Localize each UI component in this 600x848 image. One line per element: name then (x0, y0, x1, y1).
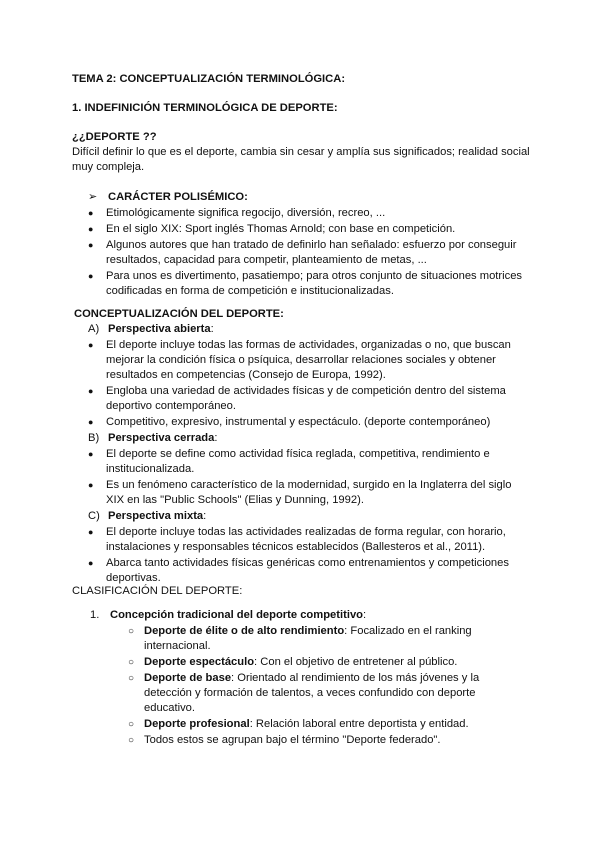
concept-heading: CONCEPTUALIZACIÓN DEL DEPORTE: (74, 308, 284, 320)
list-item: ● El deporte incluye todas las actividades realizadas de forma regular, con horario, instalaciones y responsables técnicos establecidos (Ballesteros et al., 2011). (88, 526, 506, 553)
polysemic-heading-row (88, 190, 526, 205)
perspective-c-list (88, 525, 526, 586)
classification-sublist (128, 624, 528, 749)
polysemic-heading: CARÁCTER POLISÉMICO: (108, 191, 248, 203)
polysemic-section (88, 190, 526, 300)
bullet-icon: ● (88, 449, 94, 459)
list-item: ● Abarca tanto actividades físicas genéricas como entrenamientos y competiciones deportivas. (88, 557, 509, 584)
bullet-icon: ● (88, 224, 94, 234)
classification-item-1: 1. Concepción tradicional del deporte competitivo: (90, 609, 367, 621)
list-item: ● Competitivo, expresivo, instrumental y espectáculo. (deporte contemporáneo) (88, 416, 491, 428)
bullet-icon: ● (88, 417, 94, 427)
perspective-a-heading: A) Perspectiva abierta: (88, 323, 214, 335)
perspective-b-heading: B) Perspectiva cerrada: (88, 432, 218, 444)
question-text: Difícil definir lo que es el deporte, cambia sin cesar y amplía sus significados; realidad social muy compleja. (72, 146, 530, 173)
bullet-icon: ● (88, 271, 94, 281)
list-item: ● Es un fenómeno característico de la modernidad, surgido en la Inglaterra del siglo XIX en las "Public Schools" (Elias y Dunning, 1992). (88, 479, 512, 506)
perspectives-section (88, 322, 526, 587)
arrow-bullet-icon: ➢ (88, 191, 98, 203)
list-item: ○ Deporte de élite o de alto rendimiento: Focalizado en el ranking internacional. (128, 625, 472, 652)
list-item: ● Para unos es divertimento, pasatiempo; para otros conjunto de situaciones motrices codificadas en forma de competición e institucionalizadas. (88, 270, 523, 297)
list-item: ○ Deporte profesional: Relación laboral entre deportista y entidad. (128, 718, 469, 730)
list-item: ● El deporte incluye todas las formas de actividades, organizadas o no, que buscan mejorar la condición física o psíquica, desarrollar relaciones sociales y obtener resultados en competencias (Consejo de Europa, 1992). (88, 339, 511, 381)
list-item: ○ Deporte espectáculo: Con el objetivo de entretener al público. (128, 656, 458, 668)
list-item: ● Algunos autores que han tratado de definirlo han señalado: esfuerzo por conseguir resultados, capacidad para competir, planteamiento de metas, ... (88, 239, 517, 266)
bullet-icon: ● (88, 527, 94, 537)
circle-bullet-icon: ○ (128, 626, 135, 637)
bullet-icon: ● (88, 386, 94, 396)
circle-bullet-icon: ○ (128, 673, 135, 684)
perspective-c-heading: C) Perspectiva mixta: (88, 510, 207, 522)
bullet-icon: ● (88, 208, 94, 218)
list-item: ● Etimológicamente significa regocijo, diversión, recreo, ... (88, 207, 386, 219)
list-item: ○ Todos estos se agrupan bajo el término "Deporte federado". (128, 734, 441, 746)
classification-section (90, 608, 530, 624)
bullet-icon: ● (88, 340, 94, 350)
list-item: ● El deporte se define como actividad física reglada, competitiva, rendimiento e institucionalizada. (88, 448, 490, 475)
perspective-b-list (88, 447, 526, 508)
bullet-icon: ● (88, 480, 94, 490)
circle-bullet-icon: ○ (128, 735, 135, 746)
document-title: TEMA 2: CONCEPTUALIZACIÓN TERMINOLÓGICA: (72, 73, 346, 85)
bullet-icon: ● (88, 558, 94, 568)
bullet-icon: ● (88, 240, 94, 250)
list-item: ● En el siglo XIX: Sport inglés Thomas Arnold; con base en competición. (88, 223, 456, 235)
classification-heading: CLASIFICACIÓN DEL DEPORTE: (72, 585, 243, 597)
list-item: ● Engloba una variedad de actividades físicas y de competición dentro del sistema deportivo contemporáneo. (88, 385, 506, 412)
question-block (72, 130, 532, 175)
question-heading: ¿¿DEPORTE ?? (72, 131, 157, 143)
circle-bullet-icon: ○ (128, 719, 135, 730)
list-item: ○ Deporte de base: Orientado al rendimiento de los más jóvenes y la detección y formación de talentos, a veces confundido con deporte educativo. (128, 672, 480, 714)
section-heading-1: 1. INDEFINICIÓN TERMINOLÓGICA DE DEPORTE: (72, 102, 338, 114)
polysemic-list (88, 206, 526, 299)
perspective-a-list (88, 338, 526, 430)
circle-bullet-icon: ○ (128, 657, 135, 668)
